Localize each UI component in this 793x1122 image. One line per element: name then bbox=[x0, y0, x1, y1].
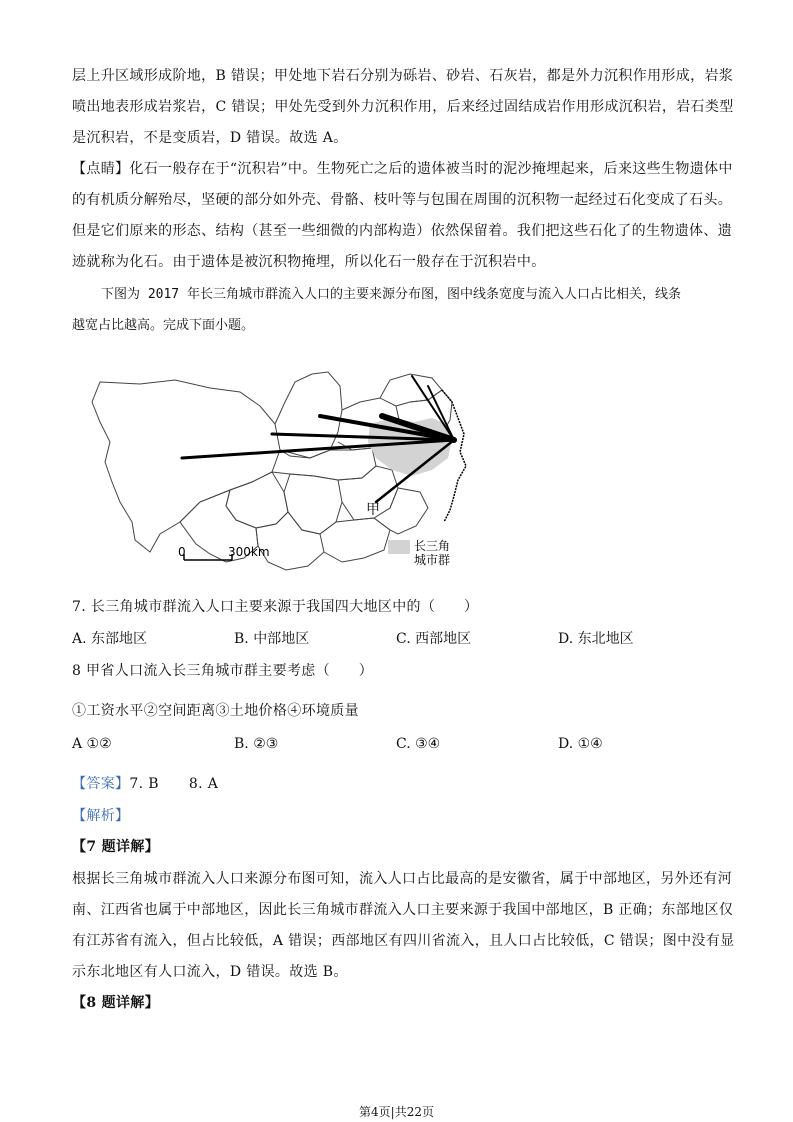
guangxi-outline bbox=[256, 512, 324, 570]
shandong-outline bbox=[380, 374, 442, 406]
detail-7-line: 南、江西省也属于中部地区，因此长三角城市群流入人口主要来源于我国中部地区，B 正确；东部地区仅 bbox=[72, 902, 734, 918]
paragraph-line: 喷出地表形成岩浆岩，C 错误；甲处先受到外力沉积作用，后来经过固结成岩作用形成沉积岩，岩石类型 bbox=[72, 99, 734, 115]
migration-map bbox=[80, 362, 500, 580]
paragraph-line: 是沉积岩，不是变质岩，D 错误。故选 A。 bbox=[72, 130, 348, 146]
q8-option-a: A ①② bbox=[72, 736, 112, 752]
tip-text: 化石一般存在于“沉积岩”中。生物死亡之后的遗体被当时的泥沙掩埋起来，后来这些生物遗体中 bbox=[129, 161, 733, 177]
migration-lines bbox=[182, 376, 454, 502]
paragraph-line: 层上升区域形成阶地，B 错误；甲处地下岩石分别为砾岩、砂岩、石灰岩，都是外力沉积作用形成，岩浆 bbox=[72, 68, 734, 84]
hubei-outline bbox=[272, 448, 376, 480]
detail-7-line: 有江苏省有流入，但占比较低，A 错误；西部地区有四川省流入，且人口占比较低，C 错误；图中没有显 bbox=[72, 933, 735, 949]
hunan-outline bbox=[284, 474, 342, 534]
detail-7-line: 根据长三角城市群流入人口来源分布图可知，流入人口占比最高的是安徽省，属于中部地区，另外还有河 bbox=[72, 871, 733, 887]
detail-7-title: 【7 题详解】 bbox=[72, 839, 160, 855]
intro-line: 下图为 2017 年长三角城市群流入人口的主要来源分布图，图中线条宽度与流入人口占比相关，线条 bbox=[101, 287, 681, 302]
q8-option-b: B. ②③ bbox=[234, 736, 279, 752]
q7-option-d: D. 东北地区 bbox=[558, 631, 634, 647]
tip-line bbox=[72, 158, 733, 180]
intro-line: 越宽占比越高。完成下面小题。 bbox=[72, 318, 255, 333]
q7-option-c: C. 西部地区 bbox=[396, 631, 472, 647]
fujian-outline bbox=[374, 488, 428, 534]
tip-line: 但是它们原来的形态、结构（甚至一些细微的内部构造）依然保留着。我们把这些石化了的生物遗体、遗 bbox=[72, 223, 733, 239]
legend-label-1: 长三角 bbox=[414, 539, 451, 553]
legend-label-2: 城市群 bbox=[414, 553, 451, 567]
q8-option-c: C. ③④ bbox=[396, 736, 441, 752]
shaanxi-outline bbox=[275, 372, 342, 458]
detail-7-line: 示东北地区有人口流入，D 错误。故选 B。 bbox=[72, 964, 348, 980]
answer-8: 8. A bbox=[188, 776, 219, 792]
answer-label: 【答案】 bbox=[72, 776, 130, 792]
answer-7: 7. B bbox=[129, 776, 159, 792]
answer-line bbox=[72, 773, 218, 795]
scale-label: 300km bbox=[228, 545, 270, 559]
detail-8-title: 【8 题详解】 bbox=[72, 995, 160, 1011]
q7-option-b: B. 中部地区 bbox=[234, 631, 310, 647]
tip-line: 迹就称为化石。由于遗体是被沉积物掩埋，所以化石一般存在于沉积岩中。 bbox=[72, 254, 546, 270]
page-footer: 第4页|共22页 bbox=[359, 1105, 434, 1119]
guangdong-outline bbox=[320, 518, 390, 562]
question-8-stem: 8 甲省人口流入长三角城市群主要考虑（ ） bbox=[72, 663, 374, 679]
question-7-stem: 7. 长三角城市群流入人口主要来源于我国四大地区中的（ ） bbox=[72, 599, 479, 615]
tip-label: 【点睛】 bbox=[72, 161, 130, 177]
analysis-label: 【解析】 bbox=[72, 808, 130, 824]
q7-option-a: A. 东部地区 bbox=[72, 631, 148, 647]
marker-jia: 甲 bbox=[366, 502, 380, 518]
scale-zero: 0 bbox=[178, 545, 186, 559]
tip-line: 的有机质分解殆尽，坚硬的部分如外壳、骨骼、枝叶等与包围在周围的沉积物一起经过石化变成了石头。 bbox=[72, 192, 733, 208]
q8-factors: ①工资水平②空间距离③土地价格④环境质量 bbox=[72, 703, 359, 719]
q8-option-d: D. ①④ bbox=[558, 736, 603, 752]
legend-swatch bbox=[388, 540, 410, 554]
